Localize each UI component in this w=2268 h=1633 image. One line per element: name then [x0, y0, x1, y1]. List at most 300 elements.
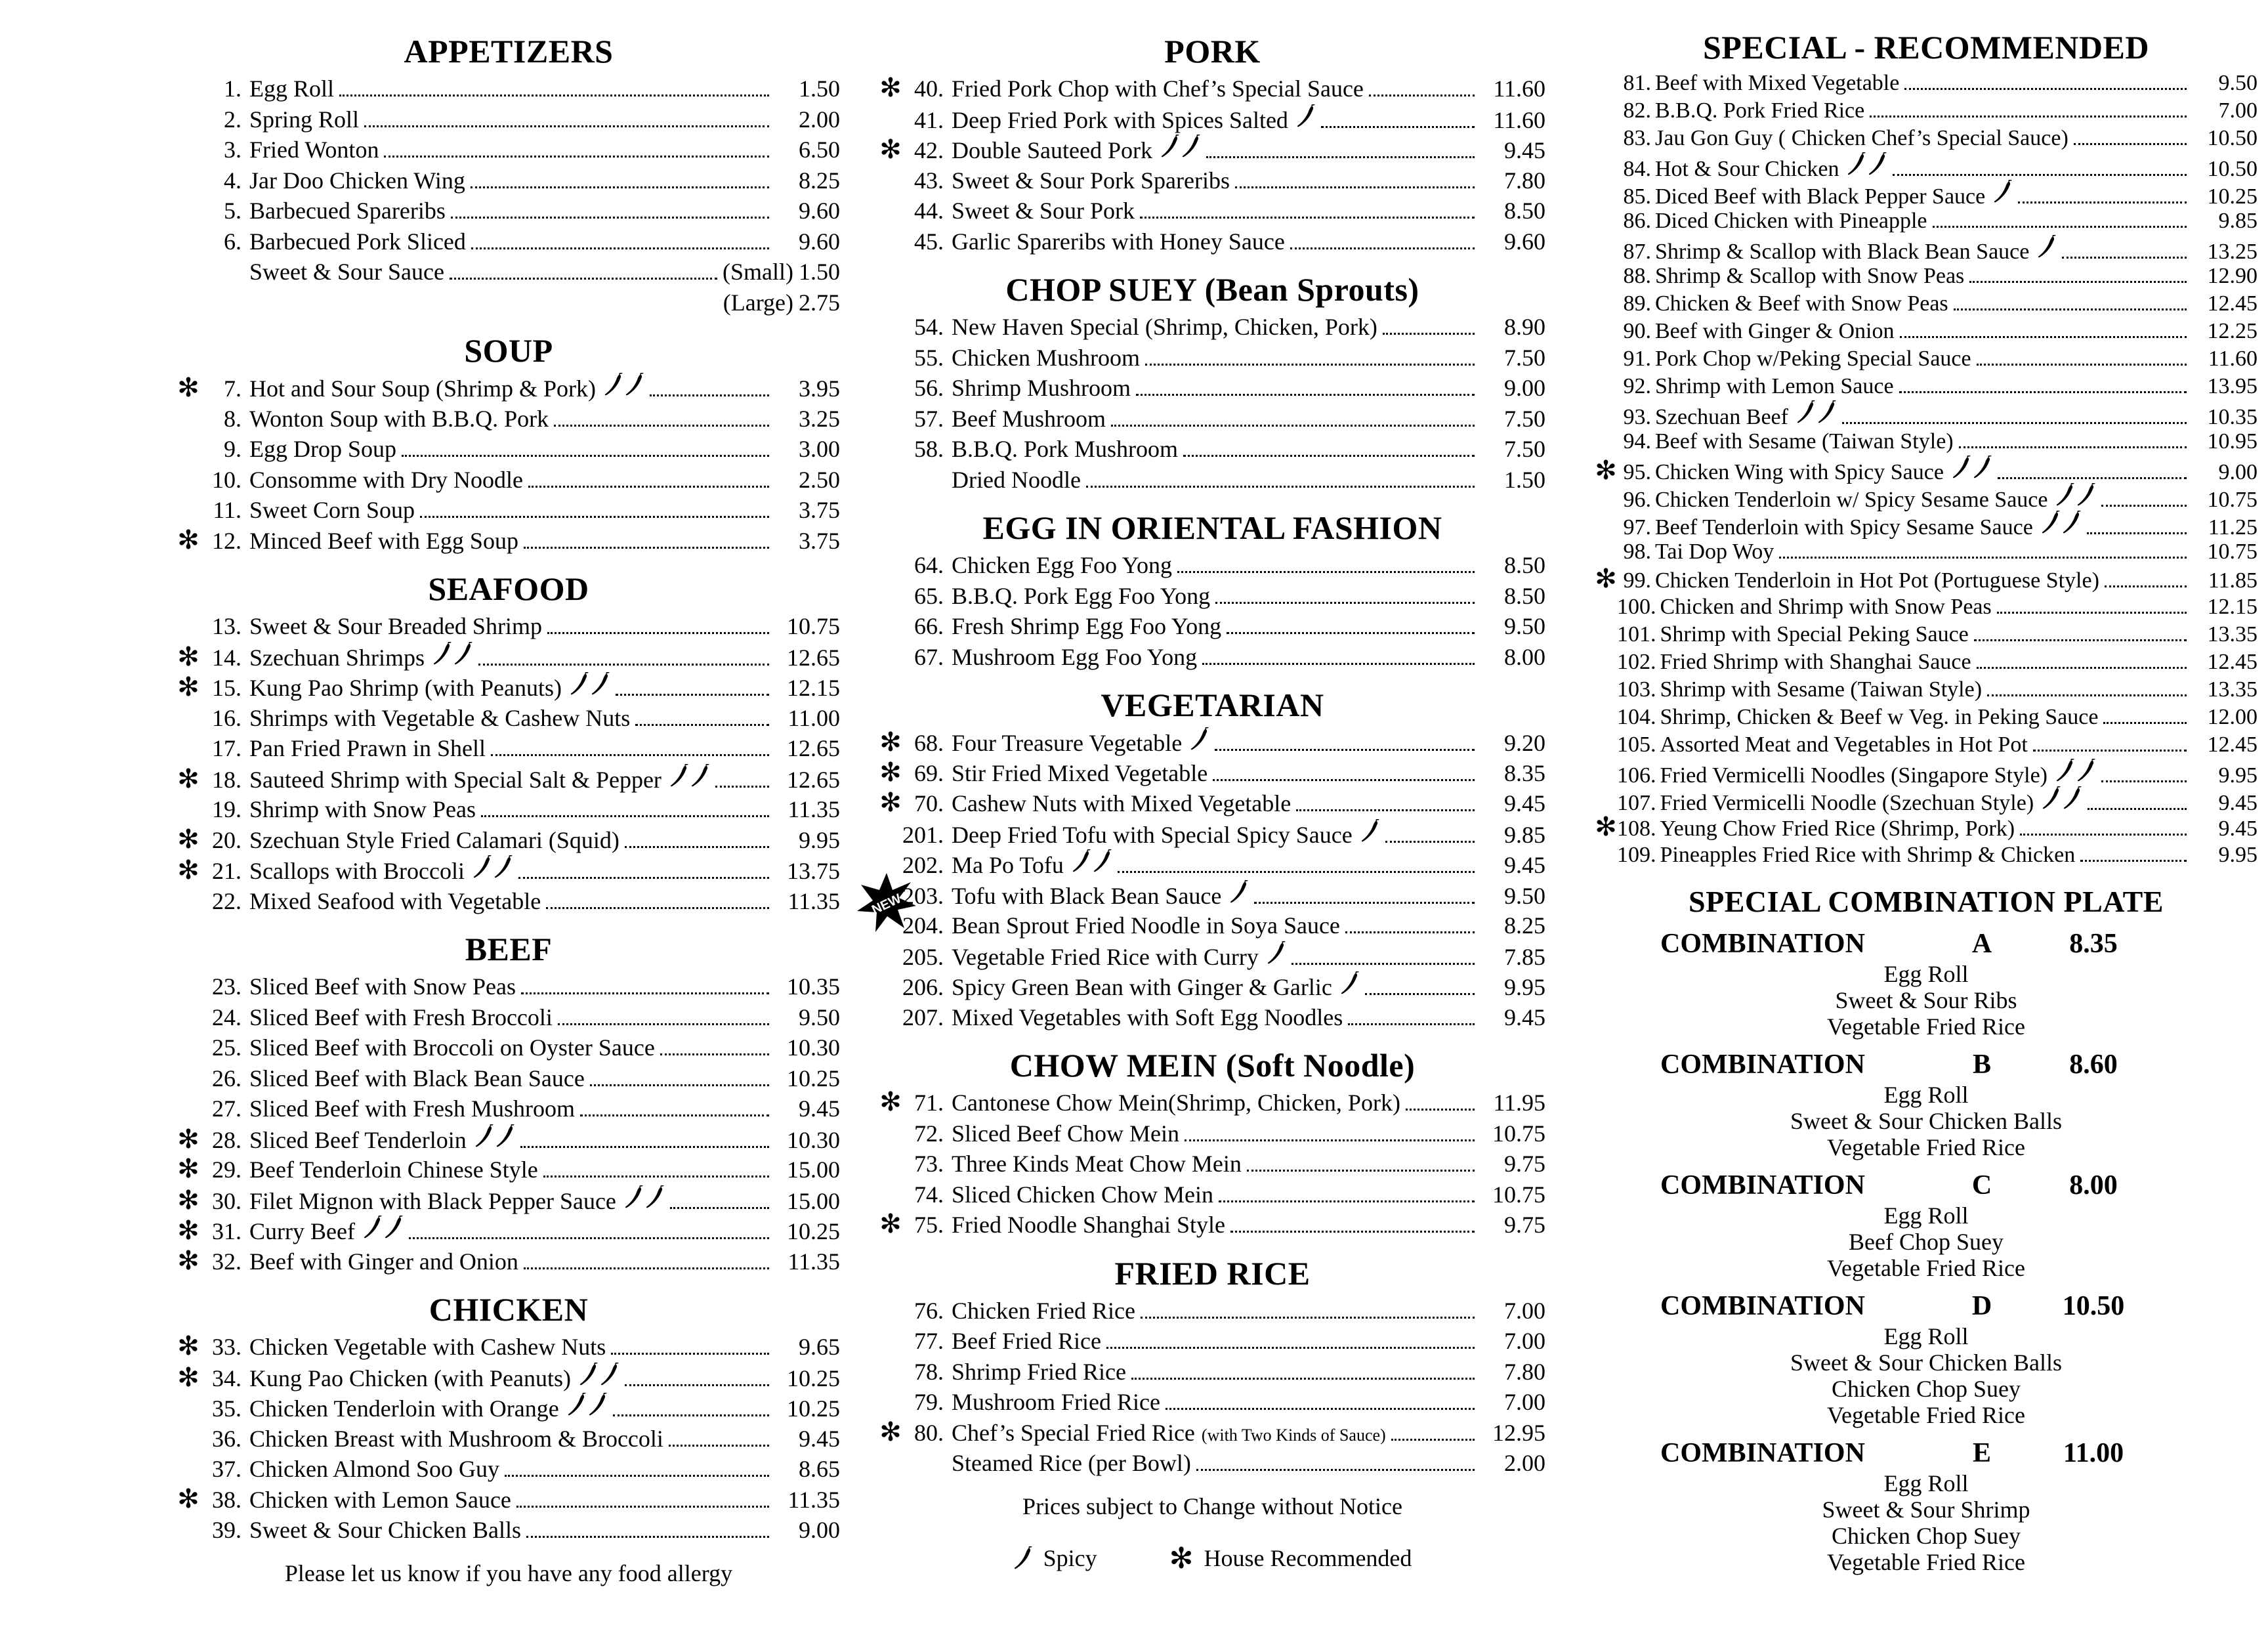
item-price: 13.25 [2207, 240, 2258, 264]
item-name: Diced Beef with Black Pepper Sauce [1655, 184, 1986, 209]
combination-item: Egg Roll [1883, 1082, 1969, 1108]
dot-leader [2080, 860, 2187, 862]
item-price: 9.45 [1504, 137, 1545, 163]
menu-item [879, 465, 1545, 496]
menu-item [177, 226, 840, 257]
item-number: 12. [212, 527, 242, 554]
item-price: 12.45 [2207, 650, 2258, 674]
dot-leader [558, 1023, 769, 1025]
combination-label: COMBINATION [1660, 929, 1865, 959]
item-price: 7.50 [1504, 344, 1545, 371]
combination-plate [1595, 1436, 2258, 1575]
dot-leader [339, 95, 769, 96]
house-recommended-icon: ✻ [177, 1362, 200, 1392]
item-name: Fried Noodle Shanghai Style [952, 1212, 1225, 1238]
dot-leader [1369, 95, 1475, 96]
item-number: 43. [914, 167, 944, 194]
menu-item [879, 404, 1545, 435]
item-price: 12.15 [2207, 595, 2258, 619]
item-name: Deep Fried Pork with Spices Salted [952, 106, 1288, 133]
dot-leader [611, 1353, 769, 1355]
menu-column-left [177, 26, 840, 1589]
menu-item-list [879, 550, 1545, 672]
legend-recommended-label: House Recommended [1204, 1545, 1412, 1571]
chili-pepper-icon [2055, 483, 2075, 507]
dot-leader [1111, 425, 1475, 427]
item-price: 7.80 [1504, 1358, 1545, 1385]
dot-leader [2018, 201, 2187, 203]
item-number: 96. [1623, 488, 1651, 512]
spicy-indicator [570, 672, 610, 696]
dot-leader [1900, 336, 2187, 338]
dot-leader [613, 1414, 769, 1416]
spicy-indicator [1340, 971, 1360, 995]
combination-header [1595, 1436, 2258, 1470]
item-price: 1.50 [799, 75, 840, 102]
dot-leader [2074, 143, 2187, 145]
item-name: Spicy Green Bean with Ginger & Garlic [952, 974, 1332, 1000]
chili-pepper-icon [567, 1393, 587, 1416]
item-name: Chicken & Beef with Snow Peas [1655, 291, 1948, 316]
dot-leader [1977, 667, 2187, 669]
combination-item: Vegetable Fried Rice [1827, 1013, 2025, 1040]
dot-leader [1230, 1231, 1475, 1233]
combination-item: Vegetable Fried Rice [1827, 1134, 2025, 1160]
item-name: Ma Po Tofu [952, 852, 1064, 878]
item-number: 91. [1623, 347, 1651, 371]
item-name: Four Treasure Vegetable [952, 730, 1183, 756]
item-number: 15. [212, 675, 242, 701]
item-name: Beef Tenderloin Chinese Style [249, 1156, 538, 1183]
item-name: Three Kinds Meat Chow Mein [952, 1151, 1242, 1177]
menu-item [177, 1093, 840, 1124]
dot-leader [616, 694, 769, 696]
menu-item [1595, 345, 2258, 373]
item-number: 37. [212, 1456, 242, 1482]
dot-leader [1987, 694, 2187, 696]
dot-leader [2087, 532, 2187, 534]
item-price: 7.50 [1504, 436, 1545, 462]
menu-item [1595, 456, 2258, 483]
appetizers-section [177, 30, 840, 318]
item-name: Chicken with Lemon Sauce [249, 1486, 511, 1513]
spicy-indicator [1993, 180, 2013, 203]
item-number: 75. [914, 1212, 944, 1238]
item-name: Shrimp with Snow Peas [249, 796, 476, 822]
section-title: FRIED RICE [1114, 1254, 1311, 1292]
menu-item-list [879, 312, 1545, 495]
item-price: 7.00 [1504, 1389, 1545, 1415]
chili-pepper-icon [645, 1185, 665, 1209]
menu-item-list [879, 74, 1545, 257]
menu-item [879, 1210, 1545, 1241]
combination-contents [1595, 1470, 2258, 1575]
chicken-section [177, 1288, 840, 1546]
item-number: 20. [212, 826, 242, 853]
item-price: 12.00 [2207, 705, 2258, 729]
item-price: 12.25 [2207, 319, 2258, 343]
menu-item [1595, 263, 2258, 290]
new-badge-icon [857, 873, 916, 932]
menu-item [879, 312, 1545, 343]
item-price: 11.95 [1493, 1090, 1545, 1116]
dot-leader [1131, 1378, 1475, 1380]
house-recommended-icon: ✻ [177, 672, 200, 702]
item-price: 9.45 [799, 1425, 840, 1452]
chili-pepper-icon [625, 373, 644, 396]
dot-leader [478, 664, 769, 666]
house-recommended-icon: ✻ [177, 1331, 200, 1361]
item-price: 9.75 [1504, 1212, 1545, 1238]
menu-item [879, 758, 1545, 789]
spicy-indicator [567, 1393, 608, 1416]
item-number: 203. [902, 882, 944, 909]
item-price: 9.45 [2218, 791, 2258, 815]
combination-label: COMBINATION [1660, 1291, 1865, 1321]
spicy-indicator [604, 373, 644, 396]
item-number: 4. [224, 167, 242, 194]
item-number: 89. [1623, 291, 1651, 316]
chili-pepper-icon [474, 1124, 494, 1148]
item-number: 11. [213, 497, 242, 523]
chili-pepper-icon [495, 1124, 515, 1148]
item-price: 11.25 [2208, 515, 2258, 540]
dot-leader [547, 632, 769, 634]
dot-leader [2033, 750, 2187, 752]
dot-leader [1254, 902, 1475, 904]
item-price: 9.45 [1504, 1004, 1545, 1030]
menu-item [177, 104, 840, 135]
item-number: 97. [1623, 515, 1651, 540]
house-recommended-icon: ✻ [177, 824, 200, 854]
item-price: 11.85 [2208, 568, 2258, 593]
item-price: 7.85 [1504, 943, 1545, 970]
pork-section [879, 30, 1545, 257]
dot-leader [420, 516, 769, 518]
item-note: (with Two Kinds of Sauce) [1201, 1425, 1386, 1445]
item-price: 8.25 [799, 167, 840, 194]
dot-leader [1145, 364, 1475, 366]
item-name: Sweet & Sour Breaded Shrimp [249, 613, 542, 639]
menu-item [1595, 814, 2258, 841]
item-number: 73. [914, 1151, 944, 1177]
item-name: Garlic Spareribs with Honey Sauce [952, 228, 1285, 255]
item-name: Sauteed Shrimp with Special Salt & Pepper [249, 766, 662, 793]
item-number: 86. [1623, 209, 1651, 233]
menu-item [177, 373, 840, 404]
item-price: 10.75 [2207, 540, 2258, 564]
item-number: 65. [914, 582, 944, 609]
item-name: Cantonese Chow Mein(Shrimp, Chicken, Pork) [952, 1090, 1400, 1116]
item-price: 12.90 [2207, 264, 2258, 288]
item-number: 71. [914, 1090, 944, 1116]
item-number: 29. [212, 1156, 242, 1183]
combination-price: 11.00 [2063, 1438, 2124, 1468]
chili-pepper-icon [1868, 152, 1887, 176]
item-number: 28. [212, 1126, 242, 1153]
house-recommended-icon: ✻ [177, 1124, 200, 1154]
item-number: 94. [1623, 429, 1651, 454]
legend-spicy [1013, 1542, 1097, 1575]
item-number: 79. [914, 1389, 944, 1415]
spicy-indicator [474, 1124, 515, 1148]
item-number: 99. [1623, 568, 1651, 593]
menu-item [879, 165, 1545, 196]
item-price: 11.35 [788, 1248, 840, 1275]
menu-item [177, 196, 840, 226]
house-recommended-icon: ✻ [879, 727, 902, 757]
item-price: 10.25 [787, 1395, 840, 1422]
item-price: 10.25 [787, 1365, 840, 1391]
item-price: 7.00 [1504, 1297, 1545, 1324]
dot-leader [543, 1176, 769, 1177]
item-number: 66. [914, 613, 944, 639]
dot-leader [1321, 126, 1475, 128]
item-name: Jau Gon Guy ( Chicken Chef’s Special Sauce) [1655, 126, 2068, 150]
house-recommended-icon: ✻ [177, 1483, 200, 1514]
item-name: Fried Vermicelli Noodle (Szechuan Style) [1660, 791, 2034, 815]
menu-item [177, 165, 840, 196]
item-number: 1. [224, 75, 242, 102]
item-number: 69. [914, 759, 944, 786]
menu-item [177, 1332, 840, 1363]
item-price: 10.50 [2207, 157, 2258, 181]
item-price: 8.35 [1504, 759, 1545, 786]
item-number: 81. [1623, 71, 1651, 95]
dot-leader [2101, 505, 2187, 507]
menu-item [1595, 373, 2258, 400]
item-name: Sliced Beef with Snow Peas [249, 973, 516, 1000]
item-name: Chicken Vegetable with Cashew Nuts [249, 1334, 606, 1360]
spicy-indicator [432, 642, 473, 666]
item-number: 9. [224, 436, 242, 462]
menu-item [1595, 152, 2258, 180]
menu-item [879, 343, 1545, 373]
menu-item [879, 135, 1545, 165]
item-price: 8.00 [1504, 643, 1545, 670]
item-price: 3.95 [799, 375, 840, 402]
item-name: Sweet & Sour Pork [952, 198, 1135, 224]
section-title: CHICKEN [429, 1291, 589, 1328]
item-name: Shrimp with Special Peking Sauce [1660, 622, 1969, 647]
item-name: Tofu with Black Bean Sauce [952, 882, 1222, 909]
dot-leader [524, 1267, 769, 1269]
menu-item [1595, 759, 2258, 786]
item-price: 9.65 [799, 1334, 840, 1360]
item-name: Consomme with Dry Noodle [249, 466, 523, 493]
menu-item [177, 526, 840, 557]
item-price: 2.00 [1504, 1450, 1545, 1476]
menu-item [177, 1124, 840, 1155]
dot-leader [1296, 809, 1475, 811]
dot-leader [1899, 391, 2187, 393]
dot-leader [546, 907, 769, 909]
dot-leader [451, 217, 769, 219]
item-price: 11.35 [788, 887, 840, 914]
menu-item [879, 849, 1545, 880]
menu-item [879, 74, 1545, 104]
item-number: 95. [1623, 460, 1651, 484]
dot-leader [2101, 780, 2187, 782]
item-number: 16. [212, 704, 242, 731]
item-price: 8.25 [1504, 912, 1545, 939]
item-name: Bean Sprout Fried Noodle in Soya Sauce [952, 912, 1340, 939]
combination-item: Sweet & Sour Chicken Balls [1790, 1108, 2062, 1134]
spicy-indicator [669, 764, 710, 788]
spicy-indicator [472, 855, 513, 879]
item-price: 2.00 [799, 106, 840, 133]
menu-item [177, 642, 840, 673]
item-number: 19. [212, 796, 242, 822]
item-price: 8.65 [799, 1456, 840, 1482]
item-price: 9.95 [2218, 763, 2258, 788]
item-number: 58. [914, 436, 944, 462]
item-price: 12.65 [787, 766, 840, 793]
item-price: 1.50 [1504, 466, 1545, 493]
dot-leader [2062, 257, 2187, 259]
item-price: 12.95 [1492, 1419, 1545, 1446]
dot-leader [1141, 1317, 1475, 1319]
chili-pepper-icon [1181, 135, 1201, 158]
item-price: 9.45 [2218, 816, 2258, 841]
combination-price: 8.60 [2069, 1050, 2118, 1080]
item-price: 10.50 [2207, 126, 2258, 150]
item-price: 12.45 [2207, 291, 2258, 316]
chili-pepper-icon [1847, 152, 1866, 176]
combination-header [1595, 1289, 2258, 1323]
menu-item [879, 788, 1545, 819]
combination-contents [1595, 1323, 2258, 1428]
item-number: 13. [212, 613, 242, 639]
item-number: 14. [212, 644, 242, 671]
item-number: 103. [1617, 677, 1656, 702]
item-number: 8. [224, 405, 242, 432]
dot-leader [528, 486, 769, 488]
spicy-indicator [1072, 849, 1112, 873]
chili-pepper-icon [604, 373, 623, 396]
vegetarian-section [879, 684, 1545, 1032]
combination-price: 8.35 [2069, 929, 2118, 959]
item-price: 13.95 [2207, 374, 2258, 398]
item-name: Curry Beef [249, 1218, 355, 1244]
menu-item [1595, 70, 2258, 97]
item-number: 72. [914, 1120, 944, 1147]
item-name: Sweet Corn Soup [249, 497, 415, 523]
menu-item [879, 196, 1545, 226]
dot-leader [384, 156, 769, 158]
menu-item [1595, 648, 2258, 676]
menu-item [879, 373, 1545, 404]
chili-pepper-icon [2062, 511, 2082, 534]
dot-leader [1974, 639, 2187, 641]
item-number: 22. [212, 887, 242, 914]
combination-plate [1595, 1289, 2258, 1428]
item-name: Shrimp & Scallop with Snow Peas [1655, 264, 1965, 288]
item-number: 56. [914, 375, 944, 401]
menu-item [1595, 400, 2258, 428]
menu-item [879, 581, 1545, 612]
dot-leader [1933, 226, 2187, 228]
menu-item [177, 855, 840, 886]
dot-leader [1185, 1139, 1475, 1141]
dot-leader [1406, 1109, 1475, 1111]
menu-item-list [879, 727, 1545, 1032]
item-name: Deep Fried Tofu with Special Spicy Sauce [952, 821, 1353, 848]
dot-leader [481, 815, 769, 817]
item-name: Assorted Meat and Vegetables in Hot Pot [1660, 732, 2028, 757]
item-name: Szechuan Shrimps [249, 644, 425, 671]
item-price: 15.00 [787, 1156, 840, 1183]
menu-item [1595, 621, 2258, 648]
item-number: 26. [212, 1065, 242, 1092]
spicy-indicator [2055, 759, 2096, 782]
item-price: 3.25 [799, 405, 840, 432]
item-price: 9.00 [2218, 460, 2258, 484]
chow-mein-section [879, 1044, 1545, 1241]
menu-item [879, 1387, 1545, 1418]
menu-item [177, 733, 840, 764]
dot-leader [2020, 834, 2187, 836]
item-price: 10.75 [2207, 488, 2258, 512]
menu-item [177, 611, 840, 642]
chili-pepper-icon [1160, 135, 1180, 158]
section-title: PORK [1164, 33, 1261, 70]
menu-item [177, 794, 840, 825]
dot-leader [1106, 1347, 1475, 1349]
item-number: 202. [902, 852, 944, 878]
menu-item [879, 226, 1545, 257]
menu-item [177, 1454, 840, 1485]
menu-item [1595, 511, 2258, 538]
item-name: Fried Pork Chop with Chef’s Special Sauce [952, 75, 1364, 102]
chili-pepper-icon [1360, 819, 1380, 843]
item-name: Chef’s Special Fried Rice [952, 1419, 1195, 1446]
item-number: 10. [212, 466, 242, 493]
combination-item: Vegetable Fried Rice [1827, 1255, 2025, 1281]
item-number: 6. [224, 228, 242, 255]
combination-letter: E [1972, 1438, 1991, 1468]
item-name: Wonton Soup with B.B.Q. Pork [249, 405, 549, 432]
item-name: Kung Pao Chicken (with Peanuts) [249, 1365, 571, 1391]
menu-item [879, 1448, 1545, 1479]
combination-header [1595, 1168, 2258, 1202]
item-number: 84. [1623, 157, 1651, 181]
chili-pepper-icon [1093, 849, 1112, 873]
dot-leader [409, 1237, 769, 1239]
item-number: 39. [212, 1517, 242, 1543]
item-price: 9.60 [799, 198, 840, 224]
menu-item [879, 910, 1545, 941]
chili-pepper-icon [624, 1185, 644, 1209]
house-recommended-icon: ✻ [177, 641, 200, 671]
dot-leader [1348, 1023, 1475, 1025]
menu-item [879, 1296, 1545, 1326]
dot-leader [1196, 1469, 1475, 1471]
menu-item [1595, 318, 2258, 345]
spicy-indicator [2042, 786, 2082, 810]
item-price: 7.00 [1504, 1328, 1545, 1354]
item-name: Minced Beef with Egg Soup [249, 527, 518, 554]
menu-item [879, 1418, 1545, 1449]
dot-leader [1954, 308, 2187, 310]
item-name: Shrimp Fried Rice [952, 1358, 1126, 1385]
allergy-note: Please let us know if you have any food allergy [284, 1559, 733, 1586]
house-recommended-icon: ✻ [879, 73, 902, 102]
item-number: 76. [914, 1297, 944, 1324]
dot-leader [1997, 612, 2187, 614]
item-name: Mixed Seafood with Vegetable [249, 887, 541, 914]
item-name: Vegetable Fried Rice with Curry [952, 943, 1259, 970]
